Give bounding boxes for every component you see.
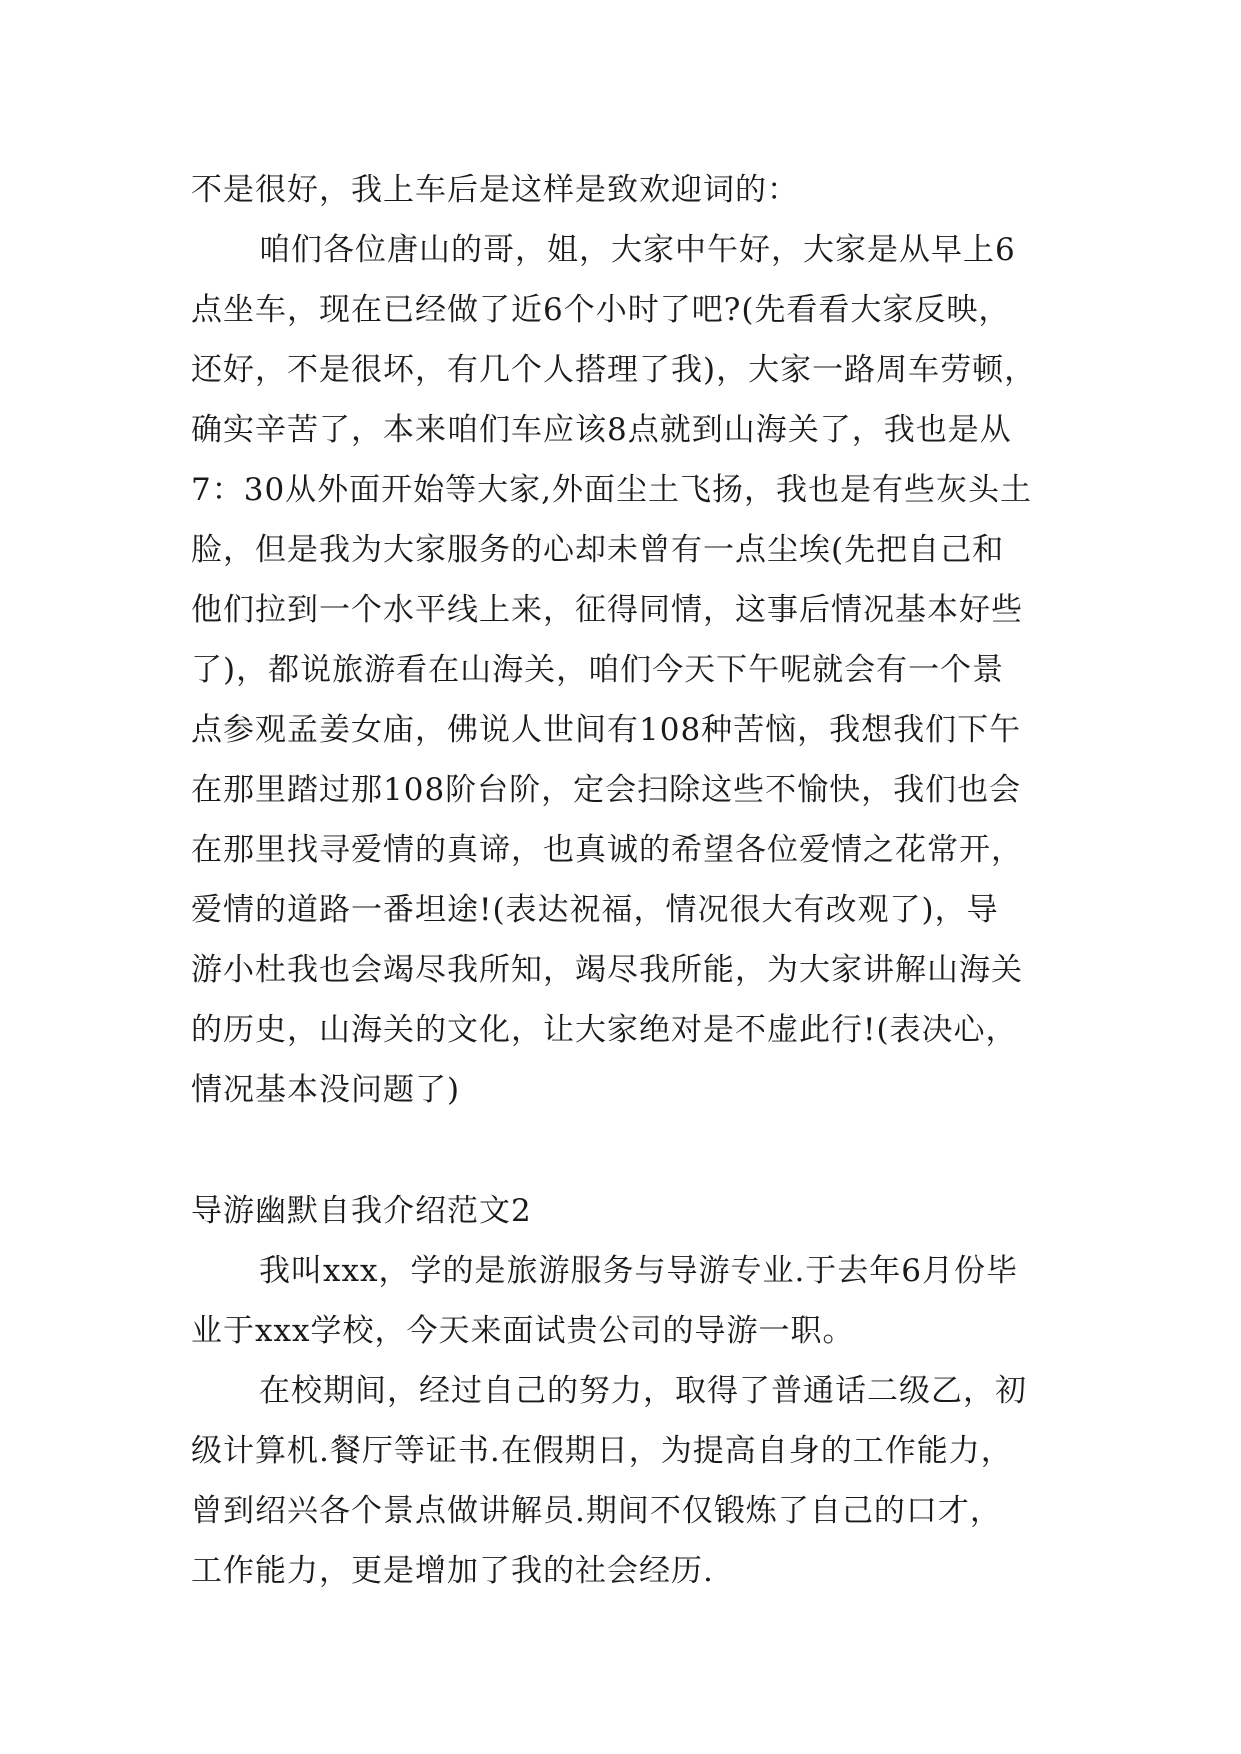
text-line: 脸，但是我为大家服务的心却未曾有一点尘埃(先把自己和 — [191, 532, 1005, 568]
text-line: 他们拉到一个水平线上来，征得同情，这事后情况基本好些 — [191, 592, 1023, 628]
document-body — [191, 160, 1061, 1601]
text-line: 情况基本没问题了) — [191, 1072, 461, 1108]
text-line: 爱情的道路一番坦途!(表达祝福，情况很大有改观了)，导 — [191, 892, 999, 928]
text-line: 游小杜我也会竭尽我所知，竭尽我所能，为大家讲解山海关 — [191, 952, 1023, 988]
text-line: 的历史，山海关的文化，让大家绝对是不虚此行!(表决心， — [191, 1012, 1018, 1048]
section-heading: 导游幽默自我介绍范文2 — [191, 1193, 532, 1229]
text-line: 不是很好，我上车后是这样是致欢迎词的： — [191, 172, 799, 208]
text-line: 7：30从外面开始等大家,外面尘土飞扬，我也是有些灰头土 — [191, 472, 1033, 508]
text-line: 了)，都说旅游看在山海关，咱们今天下午呢就会有一个景 — [191, 652, 1005, 688]
text-line: 确实辛苦了，本来咱们车应该8点就到山海关了，我也是从 — [191, 412, 1012, 448]
text-line: 业于xxx学校，今天来面试贵公司的导游一职。 — [191, 1313, 855, 1349]
text-line: 我叫xxx，学的是旅游服务与导游专业.于去年6月份毕 — [259, 1253, 1019, 1289]
section-welcome-speech — [191, 160, 1061, 1120]
text-line: 曾到绍兴各个景点做讲解员.期间不仅锻炼了自己的口才， — [191, 1493, 1002, 1529]
text-line: 咱们各位唐山的哥，姐，大家中午好，大家是从早上6 — [259, 232, 1016, 268]
text-line: 在那里踏过那108阶台阶，定会扫除这些不愉快，我们也会 — [191, 772, 1022, 808]
section-self-introduction — [191, 1181, 1061, 1601]
text-line: 还好，不是很坏，有几个人搭理了我)，大家一路周车劳顿， — [191, 352, 1037, 388]
text-line: 级计算机.餐厅等证书.在假期日，为提高自身的工作能力， — [191, 1433, 1013, 1469]
text-line: 点坐车，现在已经做了近6个小时了吧?(先看看大家反映， — [191, 292, 1011, 328]
text-line: 工作能力，更是增加了我的社会经历. — [191, 1553, 714, 1589]
text-line: 在那里找寻爱情的真谛，也真诚的希望各位爱情之花常开， — [191, 832, 1023, 868]
text-line: 在校期间，经过自己的努力，取得了普通话二级乙，初 — [259, 1373, 1027, 1409]
text-line: 点参观孟姜女庙，佛说人世间有108种苦恼，我想我们下午 — [191, 712, 1022, 748]
